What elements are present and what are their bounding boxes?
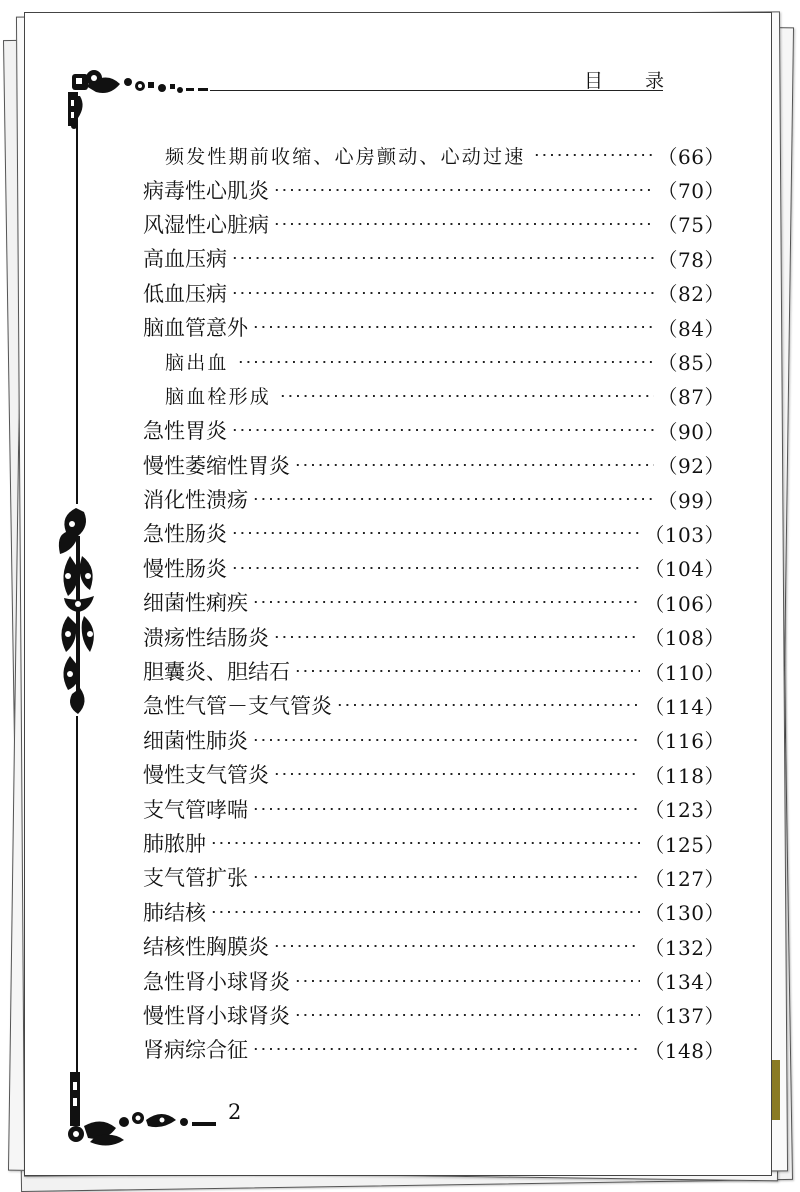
toc-entry	[143, 929, 725, 963]
toc-entry-title: 病毒性心肌炎	[143, 178, 269, 203]
dot-leader	[279, 395, 654, 397]
page-number: 2	[228, 1100, 242, 1124]
left-border-line	[76, 716, 78, 1072]
dot-leader	[533, 154, 653, 156]
toc-entry-title: 结核性胸膜炎	[143, 935, 269, 960]
toc-entry-title: 脑出血	[165, 352, 229, 375]
toc-entry-title: 肾病综合征	[143, 1038, 248, 1063]
toc-entry-title: 慢性肠炎	[143, 556, 227, 581]
toc-entry-page: （84）	[657, 316, 725, 341]
toc-entry	[143, 448, 725, 482]
toc-entry-page: （90）	[657, 419, 725, 444]
toc-entry	[143, 482, 725, 516]
dot-leader	[210, 842, 640, 844]
toc-entry	[143, 757, 725, 791]
dot-leader	[252, 739, 640, 741]
toc-entry-title: 消化性溃疡	[143, 488, 248, 513]
toc-entry	[143, 172, 725, 206]
toc-entry	[143, 241, 725, 275]
toc-entry-title: 支气管哮喘	[143, 797, 248, 822]
dot-leader	[252, 326, 654, 328]
dot-leader	[294, 670, 640, 672]
corner-ornament-icon	[66, 66, 216, 130]
toc-entry	[143, 688, 725, 722]
toc-entry	[143, 276, 725, 310]
dot-leader	[273, 189, 654, 191]
toc-entry	[143, 998, 725, 1032]
toc-entry	[143, 379, 725, 413]
dot-leader	[294, 464, 654, 466]
dot-leader	[273, 773, 640, 775]
toc-entry	[143, 585, 725, 619]
toc-entry	[143, 138, 725, 172]
toc-entry	[143, 344, 725, 378]
toc-entry	[143, 723, 725, 757]
dot-leader	[210, 911, 640, 913]
toc-entry-page: （92）	[657, 454, 725, 479]
toc-entry-title: 低血压病	[143, 281, 227, 306]
toc-entry-title: 频发性期前收缩、心房颤动、心动过速	[165, 145, 526, 168]
toc-entry-title: 肺结核	[143, 900, 206, 925]
dot-leader	[294, 1014, 640, 1016]
toc-entry	[143, 413, 725, 447]
toc-entry-title: 溃疡性结肠炎	[143, 625, 269, 650]
toc-entry-page: （127）	[644, 866, 725, 891]
toc-entry-page: （70）	[657, 179, 725, 204]
toc-entry-page: （114）	[644, 694, 725, 719]
dot-leader	[336, 704, 640, 706]
toc-entry-title: 慢性支气管炎	[143, 763, 269, 788]
toc-entry-title: 支气管扩张	[143, 866, 248, 891]
dot-leader	[231, 292, 654, 294]
toc-entry-page: （134）	[644, 970, 725, 995]
toc-entry-page: （106）	[644, 591, 725, 616]
dot-leader	[273, 223, 654, 225]
toc-entry-title: 急性气管－支气管炎	[143, 694, 332, 719]
toc-entry-title: 慢性萎缩性胃炎	[143, 453, 290, 478]
toc-entry-page: （85）	[657, 351, 725, 376]
toc-entry	[143, 551, 725, 585]
toc-entry-title: 脑血管意外	[143, 316, 248, 341]
toc-entry-page: （137）	[644, 1004, 725, 1029]
dot-leader	[231, 429, 654, 431]
toc-entry-page: （148）	[644, 1038, 725, 1063]
corner-ornament-icon	[66, 1070, 220, 1150]
toc-entry-title: 高血压病	[143, 247, 227, 272]
header-rule	[210, 90, 663, 91]
dot-leader	[252, 498, 654, 500]
toc-entry-title: 细菌性肺炎	[143, 728, 248, 753]
toc-entry-page: （130）	[644, 901, 725, 926]
toc-entry	[143, 1032, 725, 1066]
dot-leader	[294, 980, 640, 982]
dot-leader	[252, 876, 640, 878]
dot-leader	[252, 601, 640, 603]
toc-entry-page: （123）	[644, 798, 725, 823]
toc-entry-page: （99）	[657, 488, 725, 513]
toc-entry-page: （103）	[644, 522, 725, 547]
table-of-contents	[143, 138, 725, 1067]
toc-entry	[143, 791, 725, 825]
toc-entry-title: 肺脓肿	[143, 832, 206, 856]
toc-entry-page: （75）	[657, 213, 725, 238]
toc-entry	[143, 516, 725, 550]
toc-entry	[143, 963, 725, 997]
toc-entry-title: 胆囊炎、胆结石	[143, 660, 290, 685]
toc-entry-page: （110）	[644, 660, 725, 685]
side-ornament-icon	[54, 506, 104, 716]
toc-entry-title: 细菌性痢疾	[143, 591, 248, 616]
toc-entry-page: （116）	[644, 729, 725, 754]
toc-entry-page: （78）	[657, 247, 725, 272]
toc-entry-page: （125）	[644, 832, 725, 857]
left-border-line	[76, 126, 78, 504]
toc-entry	[143, 895, 725, 929]
toc-entry-page: （82）	[657, 282, 725, 307]
toc-entry	[143, 826, 725, 860]
toc-entry-title: 急性胃炎	[143, 419, 227, 444]
toc-entry	[143, 207, 725, 241]
toc-entry-title: 急性肾小球肾炎	[143, 969, 290, 994]
dot-leader	[252, 808, 640, 810]
toc-entry-page: （132）	[644, 935, 725, 960]
toc-entry-page: （87）	[657, 385, 725, 410]
dot-leader	[231, 257, 654, 259]
dot-leader	[237, 361, 654, 363]
toc-entry	[143, 860, 725, 894]
toc-entry	[143, 310, 725, 344]
toc-entry	[143, 619, 725, 653]
toc-entry-page: （108）	[644, 626, 725, 651]
toc-entry-page: （104）	[644, 557, 725, 582]
toc-entry-page: （66）	[657, 144, 725, 169]
dot-leader	[231, 567, 640, 569]
toc-entry-page: （118）	[644, 763, 725, 788]
toc-entry-title: 急性肠炎	[143, 522, 227, 547]
dot-leader	[273, 636, 640, 638]
dot-leader	[231, 532, 640, 534]
toc-entry	[143, 654, 725, 688]
header-title: 目 录	[584, 70, 683, 92]
dot-leader	[273, 945, 640, 947]
toc-entry-title: 慢性肾小球肾炎	[143, 1003, 290, 1028]
toc-entry-title: 脑血栓形成	[165, 386, 272, 409]
dot-leader	[252, 1048, 640, 1050]
toc-entry-title: 风湿性心脏病	[143, 212, 269, 237]
